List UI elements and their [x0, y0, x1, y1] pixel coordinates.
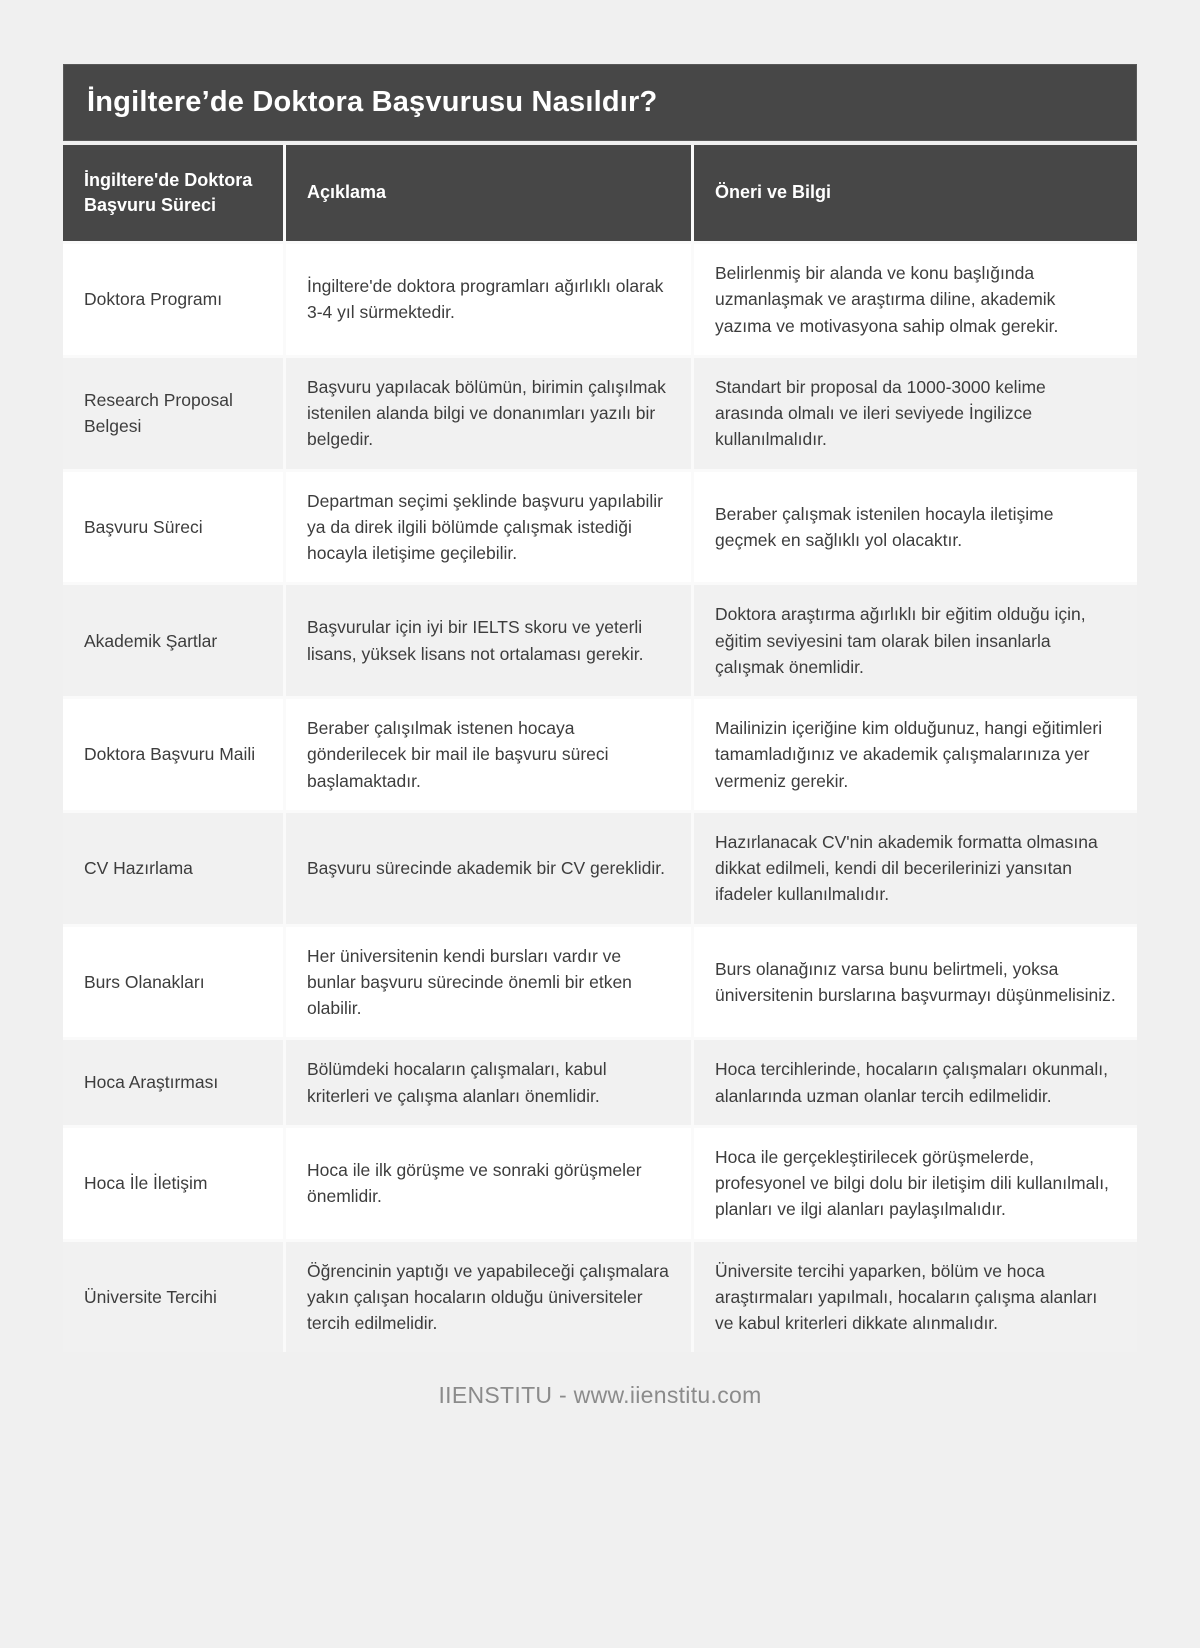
aciklama-cell: İngiltere'de doktora programları ağırlıklı olarak 3-4 yıl sürmektedir.	[286, 244, 691, 355]
aciklama-cell: Bölümdeki hocaların çalışmaları, kabul kriterleri ve çalışma alanları önemlidir.	[286, 1040, 691, 1125]
topic-cell: Akademik Şartlar	[63, 585, 283, 696]
topic-cell: Doktora Programı	[63, 244, 283, 355]
oneri-cell: Üniversite tercihi yaparken, bölüm ve hoca araştırmaları yapılmalı, hocaların çalışma alanları ve kabul kriterleri dikkate alınmalıdır.	[694, 1242, 1137, 1353]
column-header-surec: İngiltere'de Doktora Başvuru Süreci	[63, 145, 283, 241]
column-header-aciklama: Açıklama	[286, 145, 691, 241]
oneri-cell: Hazırlanacak CV'nin akademik formatta olmasına dikkat edilmeli, kendi dil becerilerinizi yansıtan ifadeler kullanılmalıdır.	[694, 813, 1137, 924]
oneri-cell: Burs olanağınız varsa bunu belirtmeli, yoksa üniversitenin burslarına başvurmayı düşünmelisiniz.	[694, 927, 1137, 1038]
oneri-cell: Standart bir proposal da 1000-3000 kelime arasında olmalı ve ileri seviyede İngilizce kullanılmalıdır.	[694, 358, 1137, 469]
footer-branding: IIENSTITU - www.iienstitu.com	[438, 1382, 762, 1409]
document-title-bar	[63, 64, 1137, 141]
oneri-cell: Belirlenmiş bir alanda ve konu başlığında uzmanlaşmak ve araştırma diline, akademik yazıma ve motivasyona sahip olmak gerekir.	[694, 244, 1137, 355]
column-header-oneri: Öneri ve Bilgi	[694, 145, 1137, 241]
aciklama-cell: Başvurular için iyi bir IELTS skoru ve yeterli lisans, yüksek lisans not ortalaması gerekir.	[286, 585, 691, 696]
topic-cell: Başvuru Süreci	[63, 472, 283, 583]
topic-cell: Hoca Araştırması	[63, 1040, 283, 1125]
oneri-cell: Doktora araştırma ağırlıklı bir eğitim olduğu için, eğitim seviyesini tam olarak bilen insanlarla çalışmak önemlidir.	[694, 585, 1137, 696]
oneri-cell: Hoca tercihlerinde, hocaların çalışmaları okunmalı, alanlarında uzman olanlar tercih edilmelidir.	[694, 1040, 1137, 1125]
topic-cell: CV Hazırlama	[63, 813, 283, 924]
topic-cell: Üniversite Tercihi	[63, 1242, 283, 1353]
aciklama-cell: Beraber çalışılmak istenen hocaya gönderilecek bir mail ile başvuru süreci başlamaktadır.	[286, 699, 691, 810]
aciklama-cell: Öğrencinin yaptığı ve yapabileceği çalışmalara yakın çalışan hocaların olduğu üniversiteler tercih edilmelidir.	[286, 1242, 691, 1353]
topic-cell: Hoca İle İletişim	[63, 1128, 283, 1239]
aciklama-cell: Başvuru yapılacak bölümün, birimin çalışılmak istenilen alanda bilgi ve donanımları yazılı bir belgedir.	[286, 358, 691, 469]
topic-cell: Doktora Başvuru Maili	[63, 699, 283, 810]
aciklama-cell: Her üniversitenin kendi bursları vardır ve bunlar başvuru sürecinde önemli bir etken olabilir.	[286, 927, 691, 1038]
oneri-cell: Hoca ile gerçekleştirilecek görüşmelerde, profesyonel ve bilgi dolu bir iletişim dili kullanılmalı, planları ve ilgi alanları paylaşılmalıdır.	[694, 1128, 1137, 1239]
aciklama-cell: Departman seçimi şeklinde başvuru yapılabilir ya da direk ilgili bölümde çalışmak istediği hocayla iletişime geçilebilir.	[286, 472, 691, 583]
aciklama-cell: Hoca ile ilk görüşme ve sonraki görüşmeler önemlidir.	[286, 1128, 691, 1239]
phd-application-table	[63, 145, 1137, 1352]
aciklama-cell: Başvuru sürecinde akademik bir CV gereklidir.	[286, 813, 691, 924]
page-title: İngiltere’de Doktora Başvurusu Nasıldır?	[87, 86, 658, 118]
oneri-cell: Mailinizin içeriğine kim olduğunuz, hangi eğitimleri tamamladığınız ve akademik çalışmalarınıza yer vermeniz gerekir.	[694, 699, 1137, 810]
topic-cell: Research Proposal Belgesi	[63, 358, 283, 469]
oneri-cell: Beraber çalışmak istenilen hocayla iletişime geçmek en sağlıklı yol olacaktır.	[694, 472, 1137, 583]
document	[63, 0, 1137, 1409]
topic-cell: Burs Olanakları	[63, 927, 283, 1038]
